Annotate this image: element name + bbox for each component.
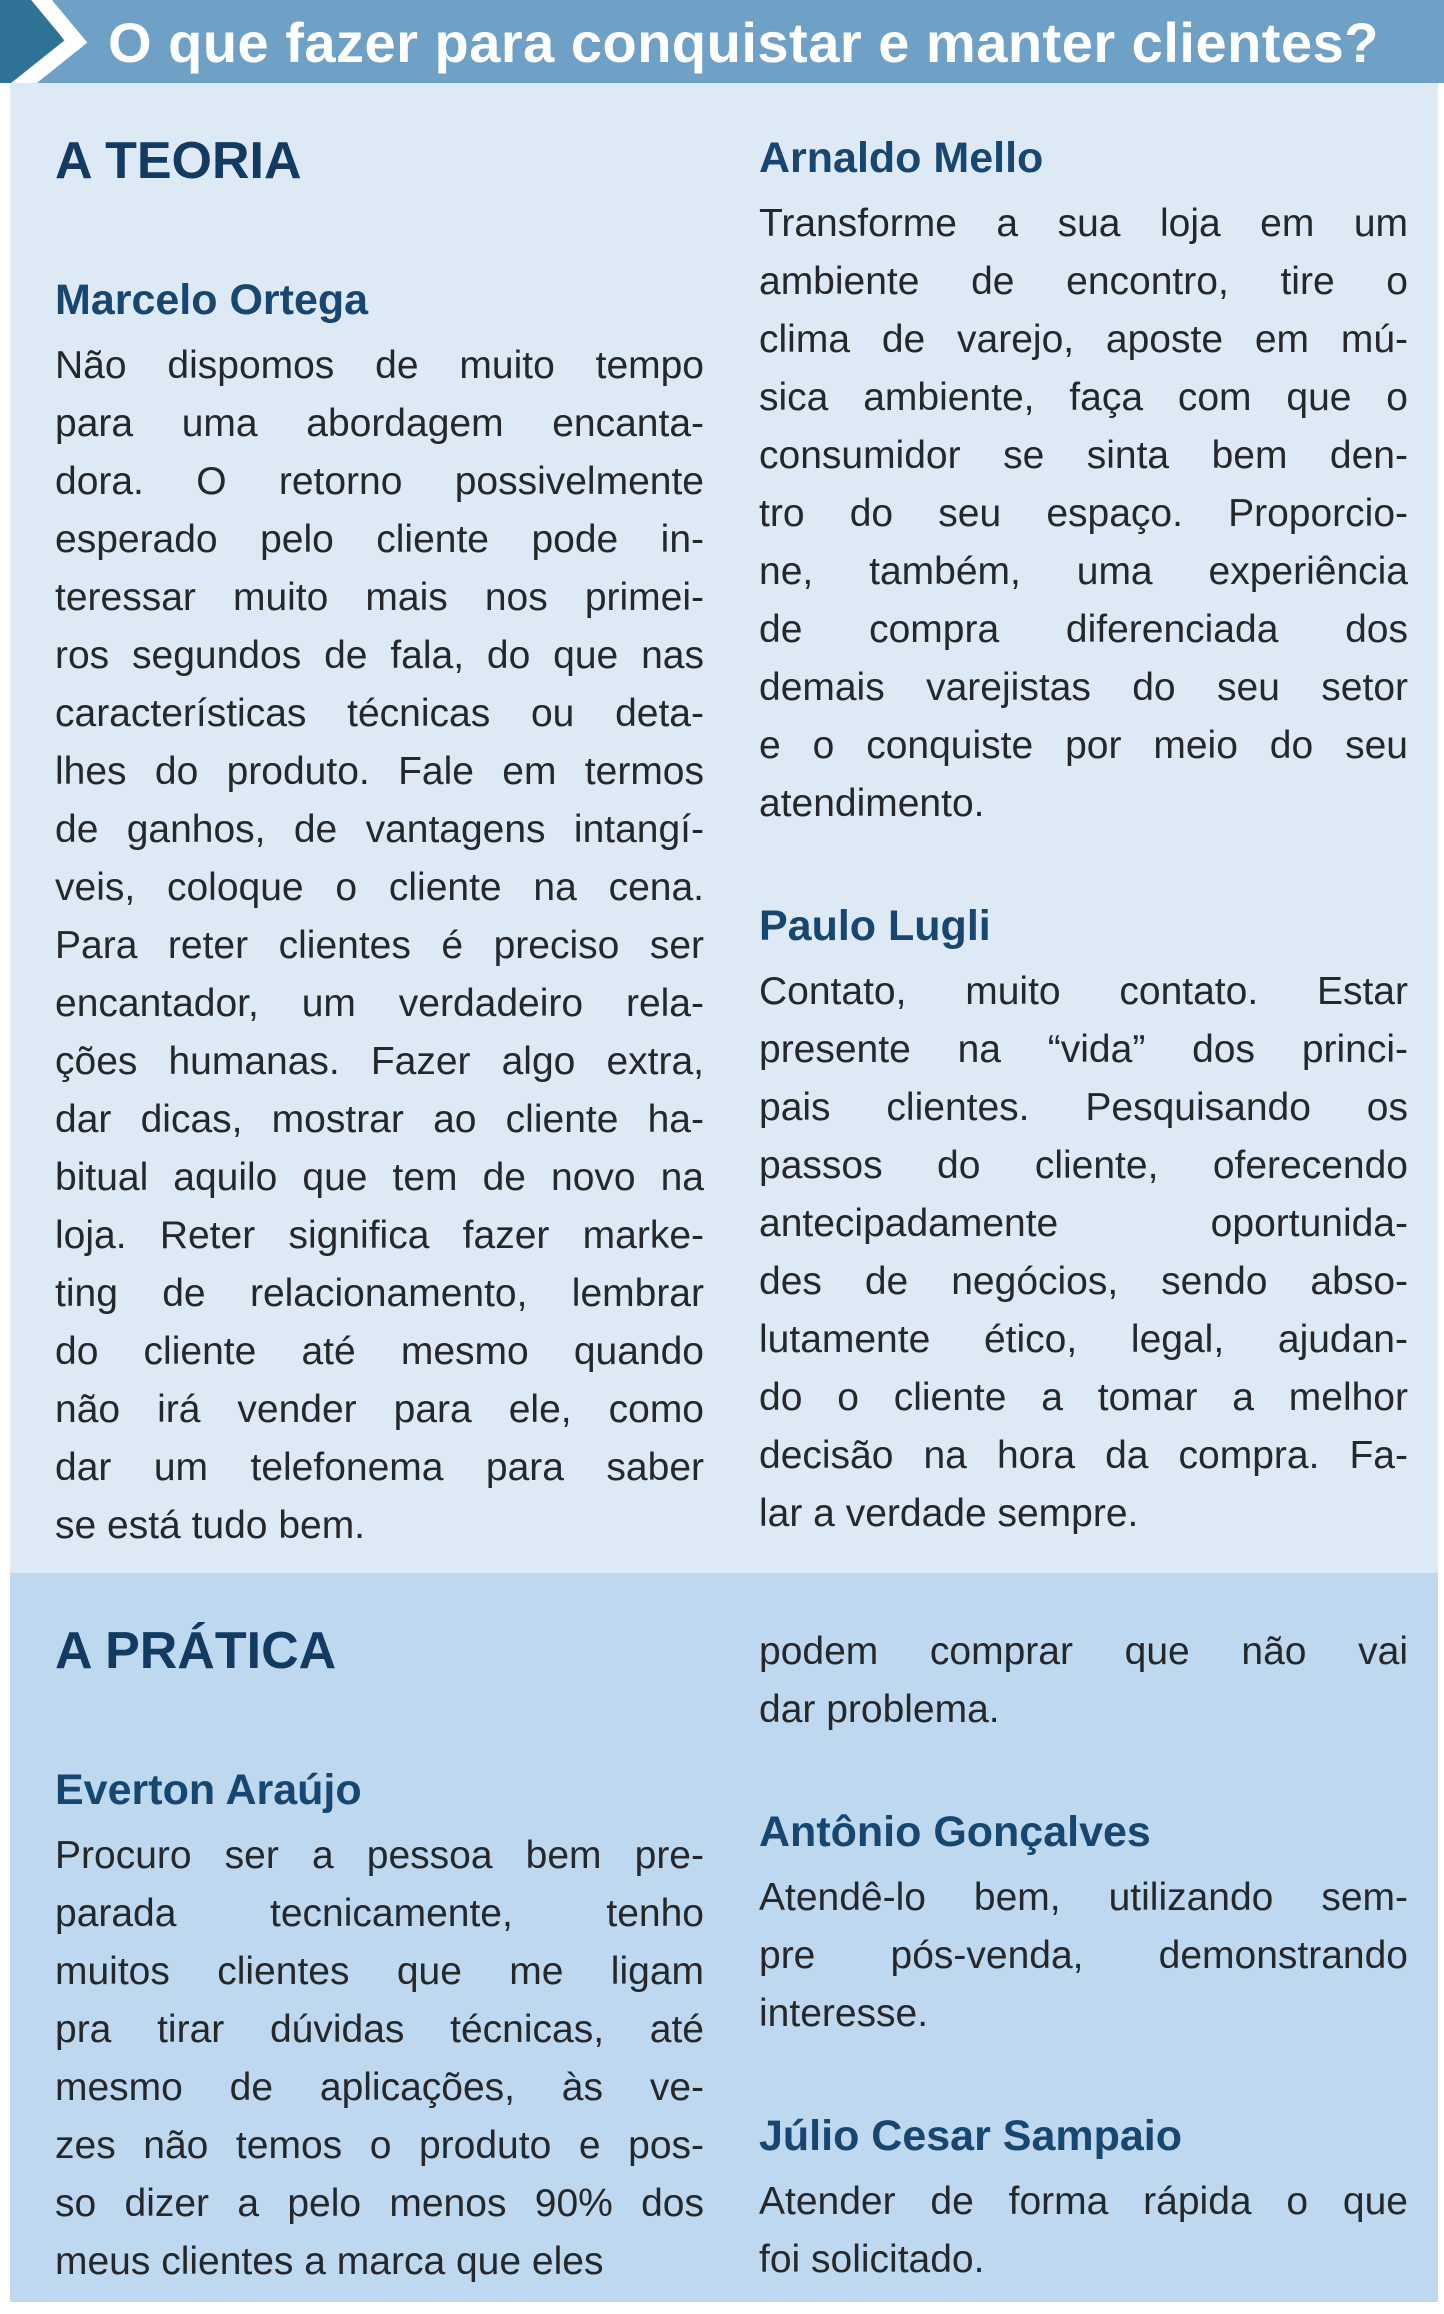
quote-line: lutamente ético, legal, ajudan- xyxy=(759,1318,1408,1361)
quote-line: presente na “vida” dos princi- xyxy=(759,1028,1408,1071)
speaker-quote-marcelo-ortega xyxy=(55,337,704,1555)
quote-line: atendimento. xyxy=(759,782,985,825)
quote-line: interesse. xyxy=(759,1992,929,2035)
speaker-quote-everton-araujo xyxy=(55,1827,704,2291)
speaker-block-julio-cesar-sampaio xyxy=(759,2111,1408,2289)
speaker-block-everton-araujo xyxy=(55,1765,704,2291)
quote-line: de ganhos, de vantagens intangí- xyxy=(55,808,704,851)
quote-line: Atender de forma rápida o que xyxy=(759,2180,1408,2223)
quote-line: loja. Reter significa fazer marke- xyxy=(55,1214,704,1257)
quote-line: teressar muito mais nos primei- xyxy=(55,576,704,619)
quote-line: Transforme a sua loja em um xyxy=(759,202,1408,245)
quote-line: passos do cliente, oferecendo xyxy=(759,1144,1408,1187)
teoria-column-left xyxy=(55,133,704,1573)
quote-line: parada tecnicamente, tenho xyxy=(55,1892,704,1935)
pratica-column-right xyxy=(759,1623,1408,2302)
quote-line: so dizer a pelo menos 90% dos xyxy=(55,2182,704,2225)
quote-line: podem comprar que não vai xyxy=(759,1630,1408,1673)
quote-line: Não dispomos de muito tempo xyxy=(55,344,704,387)
quote-line: encantador, um verdadeiro rela- xyxy=(55,982,704,1025)
quote-line: veis, coloque o cliente na cena. xyxy=(55,866,704,909)
quote-line: Contato, muito contato. Estar xyxy=(759,970,1408,1013)
speaker-quote-everton-araujo-continuation xyxy=(759,1623,1408,1739)
speaker-block-antonio-goncalves xyxy=(759,1807,1408,2043)
speaker-quote-continuation-text xyxy=(759,1623,1408,1739)
quote-line: ne, também, uma experiência xyxy=(759,550,1408,593)
speaker-name-paulo-lugli: Paulo Lugli xyxy=(759,902,991,950)
quote-line: dar problema. xyxy=(759,1688,1000,1731)
quote-line: tro do seu espaço. Proporcio- xyxy=(759,492,1408,535)
quote-line: antecipadamente oportunida- xyxy=(759,1202,1408,1245)
quote-line: do o cliente a tomar a melhor xyxy=(759,1376,1408,1419)
quote-line: para uma abordagem encanta- xyxy=(55,402,704,445)
quote-line: ambiente de encontro, tire o xyxy=(759,260,1408,303)
teoria-column-right xyxy=(759,133,1408,1573)
quote-line: muitos clientes que me ligam xyxy=(55,1950,704,1993)
quote-line: bitual aquilo que tem de novo na xyxy=(55,1156,704,1199)
quote-line: características técnicas ou deta- xyxy=(55,692,704,735)
quote-line: esperado pelo cliente pode in- xyxy=(55,518,704,561)
speaker-name-antonio-goncalves: Antônio Gonçalves xyxy=(759,1808,1151,1856)
quote-line: de compra diferenciada dos xyxy=(759,608,1408,651)
quote-line: meus clientes a marca que eles xyxy=(55,2240,604,2283)
quote-line: des de negócios, sendo abso- xyxy=(759,1260,1408,1303)
quote-line: zes não temos o produto e pos- xyxy=(55,2124,704,2167)
header-chevron-icon xyxy=(0,0,100,83)
quote-line: Para reter clientes é preciso ser xyxy=(55,924,704,967)
section-teoria xyxy=(10,83,1438,1573)
quote-line: consumidor se sinta bem den- xyxy=(759,434,1408,477)
quote-line: foi solicitado. xyxy=(759,2238,985,2281)
quote-line: e o conquiste por meio do seu xyxy=(759,724,1408,767)
quote-line: demais varejistas do seu setor xyxy=(759,666,1408,709)
quote-line: dora. O retorno possivelmente xyxy=(55,460,704,503)
speaker-quote-antonio-goncalves xyxy=(759,1869,1408,2043)
quote-line: lhes do produto. Fale em termos xyxy=(55,750,704,793)
section-pratica xyxy=(10,1573,1438,2302)
quote-line: do cliente até mesmo quando xyxy=(55,1330,704,1373)
pratica-heading: A PRÁTICA xyxy=(55,1622,337,1680)
quote-line: lar a verdade sempre. xyxy=(759,1492,1139,1535)
quote-line: ções humanas. Fazer algo extra, xyxy=(55,1040,704,1083)
quote-line: Atendê-lo bem, utilizando sem- xyxy=(759,1876,1408,1919)
quote-line: decisão na hora da compra. Fa- xyxy=(759,1434,1408,1477)
speaker-name-julio-cesar-sampaio: Júlio Cesar Sampaio xyxy=(759,2112,1182,2160)
quote-line: não irá vender para ele, como xyxy=(55,1388,704,1431)
quote-line: dar um telefonema para saber xyxy=(55,1446,704,1489)
speaker-block-paulo-lugli xyxy=(759,901,1408,1543)
speaker-quote-arnaldo-mello xyxy=(759,195,1408,833)
quote-line: clima de varejo, aposte em mú- xyxy=(759,318,1408,361)
pratica-column-left xyxy=(55,1623,704,2302)
quote-line: mesmo de aplicações, às ve- xyxy=(55,2066,704,2109)
quote-line: pais clientes. Pesquisando os xyxy=(759,1086,1408,1129)
teoria-heading: A TEORIA xyxy=(55,132,302,190)
header-band xyxy=(0,0,1444,83)
quote-line: Procuro ser a pessoa bem pre- xyxy=(55,1834,704,1877)
speaker-name-arnaldo-mello: Arnaldo Mello xyxy=(759,134,1044,182)
quote-line: ting de relacionamento, lembrar xyxy=(55,1272,704,1315)
quote-line: sica ambiente, faça com que o xyxy=(759,376,1408,419)
speaker-name-everton-araujo: Everton Araújo xyxy=(55,1766,362,1814)
speaker-quote-paulo-lugli xyxy=(759,963,1408,1543)
quote-line: se está tudo bem. xyxy=(55,1504,366,1547)
speaker-quote-julio-cesar-sampaio xyxy=(759,2173,1408,2289)
speaker-block-arnaldo-mello xyxy=(759,133,1408,833)
speaker-name-marcelo-ortega: Marcelo Ortega xyxy=(55,276,369,324)
page-title: O que fazer para conquistar e manter clientes? xyxy=(108,11,1379,74)
quote-line: pra tirar dúvidas técnicas, até xyxy=(55,2008,704,2051)
quote-line: ros segundos de fala, do que nas xyxy=(55,634,704,677)
speaker-block-marcelo-ortega xyxy=(55,275,704,1555)
quote-line: dar dicas, mostrar ao cliente ha- xyxy=(55,1098,704,1141)
quote-line: pre pós-venda, demonstrando xyxy=(759,1934,1408,1977)
